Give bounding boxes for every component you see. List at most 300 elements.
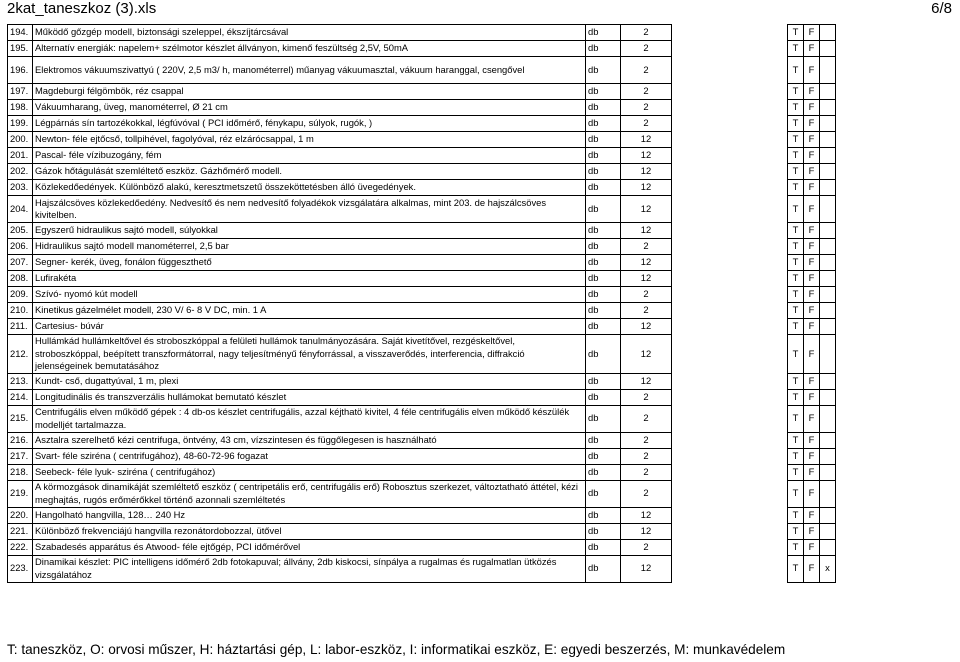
row-spacer [836, 523, 952, 539]
table-row [8, 57, 952, 84]
row-flag-x [820, 507, 836, 523]
row-type-f: F [804, 464, 820, 480]
row-number: 223. [8, 555, 33, 582]
row-gap [672, 319, 788, 335]
row-quantity: 12 [621, 335, 672, 374]
row-gap [672, 507, 788, 523]
row-type-f: F [804, 57, 820, 84]
table-row [8, 303, 952, 319]
table-row [8, 373, 952, 389]
row-unit: db [586, 271, 621, 287]
table-row [8, 448, 952, 464]
row-number: 195. [8, 41, 33, 57]
row-gap [672, 57, 788, 84]
row-description: Seebeck- féle lyuk- sziréna ( centrifugához) [33, 464, 586, 480]
row-spacer [836, 405, 952, 432]
row-flag-x: x [820, 555, 836, 582]
table-row [8, 84, 952, 100]
table-row [8, 116, 952, 132]
row-gap [672, 287, 788, 303]
row-unit: db [586, 25, 621, 41]
row-number: 201. [8, 148, 33, 164]
row-number: 197. [8, 84, 33, 100]
row-description: Alternatív energiák: napelem+ szélmotor készlet állványon, kimenő feszültség 2,5V, 50mA [33, 41, 586, 57]
row-unit: db [586, 464, 621, 480]
row-unit: db [586, 100, 621, 116]
row-flag-x [820, 303, 836, 319]
row-flag-x [820, 116, 836, 132]
row-description: Működő gőzgép modell, biztonsági szeleppel, ékszíjtárcsával [33, 25, 586, 41]
row-description: Segner- kerék, üveg, fonálon függeszthető [33, 255, 586, 271]
row-type-f: F [804, 555, 820, 582]
row-description: Kinetikus gázelmélet modell, 230 V/ 6- 8 V DC, min. 1 A [33, 303, 586, 319]
row-quantity: 12 [621, 319, 672, 335]
row-unit: db [586, 132, 621, 148]
row-flag-x [820, 271, 836, 287]
row-gap [672, 303, 788, 319]
row-type-f: F [804, 448, 820, 464]
row-number: 209. [8, 287, 33, 303]
row-unit: db [586, 405, 621, 432]
row-description: Svart- féle sziréna ( centrifugához), 48-60-72-96 fogazat [33, 448, 586, 464]
row-type-t: T [788, 239, 804, 255]
row-gap [672, 84, 788, 100]
row-unit: db [586, 84, 621, 100]
row-description: Lufirakéta [33, 271, 586, 287]
row-number: 220. [8, 507, 33, 523]
equipment-table [7, 24, 952, 583]
row-spacer [836, 180, 952, 196]
row-gap [672, 116, 788, 132]
row-number: 204. [8, 196, 33, 223]
row-unit: db [586, 555, 621, 582]
row-gap [672, 389, 788, 405]
row-type-t: T [788, 271, 804, 287]
row-description: Elektromos vákuumszivattyú ( 220V, 2,5 m3/ h, manométerrel) műanyag vákuumasztal, vákuum haranggal, csengővel [33, 57, 586, 84]
row-description: Különböző frekvenciájú hangvilla rezonátordobozzal, ütővel [33, 523, 586, 539]
row-number: 218. [8, 464, 33, 480]
row-description: Dinamikai készlet: PIC intelligens időmérő 2db fotokapuval; állvány, 2db kiskocsi, sínpálya a rugalmas és rugalmatlan ütközés vizsgálatához [33, 555, 586, 582]
table-row [8, 405, 952, 432]
row-quantity: 12 [621, 223, 672, 239]
table-row [8, 41, 952, 57]
row-unit: db [586, 57, 621, 84]
page-number: 6/8 [931, 0, 952, 17]
row-flag-x [820, 25, 836, 41]
row-quantity: 12 [621, 555, 672, 582]
row-flag-x [820, 148, 836, 164]
row-type-f: F [804, 405, 820, 432]
row-flag-x [820, 432, 836, 448]
row-spacer [836, 239, 952, 255]
row-quantity: 12 [621, 148, 672, 164]
row-unit: db [586, 287, 621, 303]
table-row [8, 180, 952, 196]
row-quantity: 12 [621, 523, 672, 539]
row-spacer [836, 303, 952, 319]
table-row [8, 319, 952, 335]
row-unit: db [586, 239, 621, 255]
row-gap [672, 464, 788, 480]
row-gap [672, 41, 788, 57]
row-number: 217. [8, 448, 33, 464]
row-spacer [836, 148, 952, 164]
row-number: 219. [8, 480, 33, 507]
row-description: Szabadesés apparátus és Atwood- féle ejtőgép, PCI időmérővel [33, 539, 586, 555]
row-gap [672, 335, 788, 374]
row-quantity: 2 [621, 303, 672, 319]
row-number: 215. [8, 405, 33, 432]
row-flag-x [820, 57, 836, 84]
row-type-t: T [788, 555, 804, 582]
row-number: 213. [8, 373, 33, 389]
row-number: 221. [8, 523, 33, 539]
row-description: Hangolható hangvilla, 128… 240 Hz [33, 507, 586, 523]
row-description: Vákuumharang, üveg, manométerrel, Ø 21 cm [33, 100, 586, 116]
row-unit: db [586, 196, 621, 223]
row-spacer [836, 287, 952, 303]
row-quantity: 2 [621, 539, 672, 555]
row-flag-x [820, 164, 836, 180]
row-quantity: 12 [621, 373, 672, 389]
row-description: Hullámkád hullámkeltővel és stroboszkóppal a felületi hullámok tanulmányozására. Saját kivetítővel, rezgéskeltővel, stroboszkóppal, beépített transzformátorral, nagy teljesítményű fényforrással, a visszaverődés, interferencia, diffrakció jelenségeinek bemutatásához [33, 335, 586, 374]
row-type-f: F [804, 480, 820, 507]
row-unit: db [586, 180, 621, 196]
table-row [8, 464, 952, 480]
row-type-f: F [804, 389, 820, 405]
table-row [8, 223, 952, 239]
row-spacer [836, 57, 952, 84]
row-type-f: F [804, 84, 820, 100]
row-spacer [836, 196, 952, 223]
row-spacer [836, 271, 952, 287]
row-unit: db [586, 507, 621, 523]
row-gap [672, 448, 788, 464]
row-unit: db [586, 335, 621, 374]
table-row [8, 196, 952, 223]
row-type-f: F [804, 335, 820, 374]
row-type-t: T [788, 480, 804, 507]
row-type-t: T [788, 223, 804, 239]
row-quantity: 2 [621, 57, 672, 84]
row-description: Centrifugális elven működő gépek : 4 db-os készlet centrifugális, azzal kéjthatö kivitel, 4 féle centrifugális elven működő készülék modelljét tartalmazza. [33, 405, 586, 432]
row-type-f: F [804, 271, 820, 287]
row-number: 222. [8, 539, 33, 555]
row-unit: db [586, 523, 621, 539]
row-flag-x [820, 196, 836, 223]
table-row [8, 432, 952, 448]
table-row [8, 100, 952, 116]
row-type-f: F [804, 507, 820, 523]
row-spacer [836, 480, 952, 507]
row-type-f: F [804, 25, 820, 41]
row-flag-x [820, 405, 836, 432]
row-description: Légpárnás sín tartozékokkal, légfúvóval ( PCI időmérő, fénykapu, súlyok, rugók, ) [33, 116, 586, 132]
row-type-f: F [804, 373, 820, 389]
row-description: Gázok hőtágulását szemléltető eszköz. Gázhőmérő modell. [33, 164, 586, 180]
row-type-t: T [788, 116, 804, 132]
row-quantity: 12 [621, 164, 672, 180]
row-unit: db [586, 319, 621, 335]
table-row [8, 271, 952, 287]
row-quantity: 2 [621, 432, 672, 448]
page-header [0, 0, 960, 22]
row-unit: db [586, 448, 621, 464]
row-flag-x [820, 41, 836, 57]
row-type-t: T [788, 373, 804, 389]
row-type-t: T [788, 523, 804, 539]
row-description: Hidraulikus sajtó modell manométerrel, 2,5 bar [33, 239, 586, 255]
row-type-f: F [804, 239, 820, 255]
row-quantity: 2 [621, 41, 672, 57]
row-spacer [836, 132, 952, 148]
row-flag-x [820, 464, 836, 480]
row-flag-x [820, 180, 836, 196]
row-number: 206. [8, 239, 33, 255]
row-type-t: T [788, 148, 804, 164]
row-type-f: F [804, 223, 820, 239]
row-spacer [836, 164, 952, 180]
row-spacer [836, 373, 952, 389]
row-quantity: 2 [621, 239, 672, 255]
row-quantity: 2 [621, 405, 672, 432]
row-quantity: 12 [621, 271, 672, 287]
table-row [8, 523, 952, 539]
row-flag-x [820, 539, 836, 555]
row-gap [672, 271, 788, 287]
row-description: Kundt- cső, dugattyúval, 1 m, plexi [33, 373, 586, 389]
row-type-f: F [804, 41, 820, 57]
row-gap [672, 148, 788, 164]
row-gap [672, 25, 788, 41]
row-number: 200. [8, 132, 33, 148]
row-flag-x [820, 389, 836, 405]
row-description: A körmozgások dinamikáját szemléltető eszköz ( centripetális erő, centrifugális erő) Robosztus szerkezet, változtatható áttétel, kézi meghajtás, rugós erőmérőkkel történő azonnali szemléltetés [33, 480, 586, 507]
row-spacer [836, 41, 952, 57]
row-number: 216. [8, 432, 33, 448]
row-flag-x [820, 448, 836, 464]
row-type-f: F [804, 100, 820, 116]
row-spacer [836, 223, 952, 239]
row-type-f: F [804, 539, 820, 555]
row-gap [672, 132, 788, 148]
row-type-t: T [788, 464, 804, 480]
row-unit: db [586, 223, 621, 239]
row-quantity: 2 [621, 287, 672, 303]
row-type-f: F [804, 255, 820, 271]
row-number: 214. [8, 389, 33, 405]
table-row [8, 335, 952, 374]
row-quantity: 2 [621, 448, 672, 464]
row-description: Newton- féle ejtőcső, tollpihével, fagolyóval, réz elzárócsappal, 1 m [33, 132, 586, 148]
table-row [8, 148, 952, 164]
row-type-f: F [804, 132, 820, 148]
row-gap [672, 196, 788, 223]
row-spacer [836, 84, 952, 100]
row-number: 199. [8, 116, 33, 132]
row-quantity: 2 [621, 116, 672, 132]
row-type-t: T [788, 287, 804, 303]
row-type-t: T [788, 132, 804, 148]
row-type-f: F [804, 164, 820, 180]
row-type-f: F [804, 523, 820, 539]
row-gap [672, 239, 788, 255]
file-title: 2kat_taneszkoz (3).xls [7, 0, 157, 17]
row-spacer [836, 255, 952, 271]
row-spacer [836, 507, 952, 523]
row-number: 203. [8, 180, 33, 196]
row-unit: db [586, 539, 621, 555]
table-row [8, 25, 952, 41]
row-number: 211. [8, 319, 33, 335]
row-gap [672, 432, 788, 448]
row-quantity: 2 [621, 25, 672, 41]
row-type-f: F [804, 303, 820, 319]
table-row [8, 287, 952, 303]
row-type-t: T [788, 507, 804, 523]
row-quantity: 12 [621, 132, 672, 148]
row-spacer [836, 25, 952, 41]
row-type-t: T [788, 25, 804, 41]
row-quantity: 2 [621, 389, 672, 405]
row-number: 208. [8, 271, 33, 287]
row-spacer [836, 319, 952, 335]
row-type-t: T [788, 180, 804, 196]
legend-footer: T: taneszköz, O: orvosi műszer, H: háztartási gép, L: labor-eszköz, I: informatikai eszköz, E: egyedi beszerzés, M: munkavédelem [7, 642, 786, 657]
table-row [8, 132, 952, 148]
row-type-t: T [788, 448, 804, 464]
row-gap [672, 539, 788, 555]
row-flag-x [820, 84, 836, 100]
row-gap [672, 255, 788, 271]
row-type-t: T [788, 255, 804, 271]
row-type-t: T [788, 164, 804, 180]
row-flag-x [820, 319, 836, 335]
row-description: Hajszálcsöves közlekedőedény. Nedvesítő és nem nedvesítő folyadékok vizsgálatára alkalmas, mint 203. de hajszálcsöves kivitelben. [33, 196, 586, 223]
table-row [8, 555, 952, 582]
row-number: 196. [8, 57, 33, 84]
table-row [8, 480, 952, 507]
row-unit: db [586, 480, 621, 507]
row-type-f: F [804, 432, 820, 448]
row-quantity: 2 [621, 480, 672, 507]
row-unit: db [586, 303, 621, 319]
row-gap [672, 223, 788, 239]
table-row [8, 389, 952, 405]
row-type-t: T [788, 335, 804, 374]
row-quantity: 2 [621, 84, 672, 100]
row-number: 194. [8, 25, 33, 41]
row-unit: db [586, 373, 621, 389]
row-type-t: T [788, 41, 804, 57]
row-type-t: T [788, 432, 804, 448]
row-flag-x [820, 287, 836, 303]
row-number: 202. [8, 164, 33, 180]
row-gap [672, 164, 788, 180]
row-number: 210. [8, 303, 33, 319]
row-quantity: 2 [621, 100, 672, 116]
row-type-f: F [804, 287, 820, 303]
row-flag-x [820, 223, 836, 239]
row-unit: db [586, 148, 621, 164]
row-spacer [836, 335, 952, 374]
row-flag-x [820, 373, 836, 389]
row-spacer [836, 555, 952, 582]
row-number: 212. [8, 335, 33, 374]
row-quantity: 12 [621, 255, 672, 271]
row-quantity: 12 [621, 507, 672, 523]
row-description: Cartesius- búvár [33, 319, 586, 335]
row-description: Egyszerű hidraulikus sajtó modell, súlyokkal [33, 223, 586, 239]
row-description: Pascal- féle vízibuzogány, fém [33, 148, 586, 164]
table-row [8, 255, 952, 271]
row-flag-x [820, 239, 836, 255]
table-body [8, 25, 952, 583]
row-unit: db [586, 432, 621, 448]
row-spacer [836, 116, 952, 132]
row-unit: db [586, 164, 621, 180]
row-number: 207. [8, 255, 33, 271]
row-type-f: F [804, 116, 820, 132]
row-flag-x [820, 255, 836, 271]
row-spacer [836, 448, 952, 464]
table-row [8, 164, 952, 180]
row-spacer [836, 539, 952, 555]
row-spacer [836, 100, 952, 116]
row-number: 198. [8, 100, 33, 116]
row-type-t: T [788, 57, 804, 84]
row-type-f: F [804, 319, 820, 335]
row-type-f: F [804, 180, 820, 196]
row-flag-x [820, 132, 836, 148]
row-description: Asztalra szerelhető kézi centrifuga, öntvény, 43 cm, vízszintesen és függőlegesen is használható [33, 432, 586, 448]
row-spacer [836, 432, 952, 448]
row-quantity: 12 [621, 196, 672, 223]
row-gap [672, 523, 788, 539]
table-row [8, 239, 952, 255]
row-unit: db [586, 255, 621, 271]
row-gap [672, 373, 788, 389]
row-description: Közlekedőedények. Különböző alakú, keresztmetszetű összeköttetésben álló üvegedények. [33, 180, 586, 196]
row-type-t: T [788, 303, 804, 319]
row-quantity: 12 [621, 180, 672, 196]
row-flag-x [820, 335, 836, 374]
row-gap [672, 405, 788, 432]
row-type-f: F [804, 148, 820, 164]
row-gap [672, 555, 788, 582]
row-type-t: T [788, 196, 804, 223]
row-type-t: T [788, 389, 804, 405]
row-unit: db [586, 389, 621, 405]
row-gap [672, 100, 788, 116]
row-type-f: F [804, 196, 820, 223]
row-type-t: T [788, 319, 804, 335]
row-gap [672, 480, 788, 507]
row-gap [672, 180, 788, 196]
row-spacer [836, 389, 952, 405]
row-description: Szívó- nyomó kút modell [33, 287, 586, 303]
row-spacer [836, 464, 952, 480]
row-unit: db [586, 116, 621, 132]
row-description: Longitudinális és transzverzális hullámokat bemutató készlet [33, 389, 586, 405]
row-description: Magdeburgi félgömbök, réz csappal [33, 84, 586, 100]
row-quantity: 2 [621, 464, 672, 480]
table-row [8, 539, 952, 555]
row-flag-x [820, 100, 836, 116]
row-flag-x [820, 523, 836, 539]
row-type-t: T [788, 100, 804, 116]
row-type-t: T [788, 84, 804, 100]
